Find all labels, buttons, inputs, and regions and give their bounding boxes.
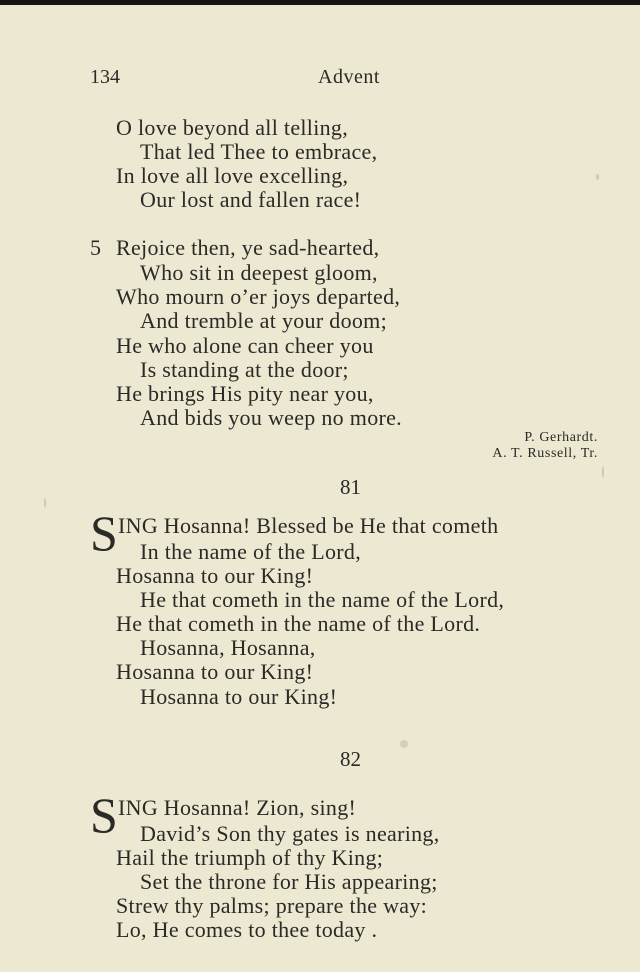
drop-cap: S xyxy=(90,505,118,561)
verse-line: Who sit in deepest gloom, xyxy=(140,260,378,285)
verse-line: Is standing at the door; xyxy=(140,357,349,382)
verse-line: Set the throne for His appearing; xyxy=(140,869,438,894)
drop-cap: S xyxy=(90,787,118,843)
verse-line: Hosanna to our King! xyxy=(116,659,314,684)
verse-line: Hosanna to our King! xyxy=(140,684,338,709)
running-title: Advent xyxy=(318,66,380,88)
author-attribution: P. Gerhardt. xyxy=(524,430,598,445)
verse-line: Lo, He comes to thee today . xyxy=(116,917,378,942)
stanza-number: 5 xyxy=(90,235,101,260)
verse-line: Strew thy palms; prepare the way: xyxy=(116,893,428,918)
verse-line: Rejoice then, ye sad-hearted, xyxy=(116,235,380,260)
verse-line: In love all love excelling, xyxy=(116,163,349,188)
verse-line: And bids you weep no more. xyxy=(140,405,402,430)
verse-line: That led Thee to embrace, xyxy=(140,139,378,164)
verse-line: David’s Son thy gates is nearing, xyxy=(140,821,440,846)
verse-line: Hosanna, Hosanna, xyxy=(140,635,316,660)
page-number: 134 xyxy=(90,66,120,88)
hymn-number: 82 xyxy=(340,747,361,771)
running-header xyxy=(0,66,640,94)
verse-line: He that cometh in the name of the Lord. xyxy=(116,611,481,636)
verse-first-line: ING Hosanna! Zion, sing! xyxy=(118,795,357,820)
verse-line: Hosanna to our King! xyxy=(116,563,314,588)
paper-speck xyxy=(400,740,408,748)
verse-first-line: ING Hosanna! Blessed be He that cometh xyxy=(118,513,499,538)
verse-line: Our lost and fallen race! xyxy=(140,187,362,212)
paper-speck xyxy=(602,466,604,478)
translator-attribution: A. T. Russell, Tr. xyxy=(492,446,598,461)
verse-line: He who alone can cheer you xyxy=(116,333,374,358)
paper-speck xyxy=(596,174,599,180)
page-top-edge xyxy=(0,0,640,5)
verse-line: He brings His pity near you, xyxy=(116,381,374,406)
verse-line: Who mourn o’er joys departed, xyxy=(116,284,401,309)
verse-line: Hail the triumph of thy King; xyxy=(116,845,384,870)
verse-line: He that cometh in the name of the Lord, xyxy=(140,587,505,612)
verse-line: O love beyond all telling, xyxy=(116,115,349,140)
paper-speck xyxy=(44,498,46,508)
verse-line: And tremble at your doom; xyxy=(140,308,388,333)
hymn-number: 81 xyxy=(340,475,361,499)
verse-line: In the name of the Lord, xyxy=(140,539,362,564)
